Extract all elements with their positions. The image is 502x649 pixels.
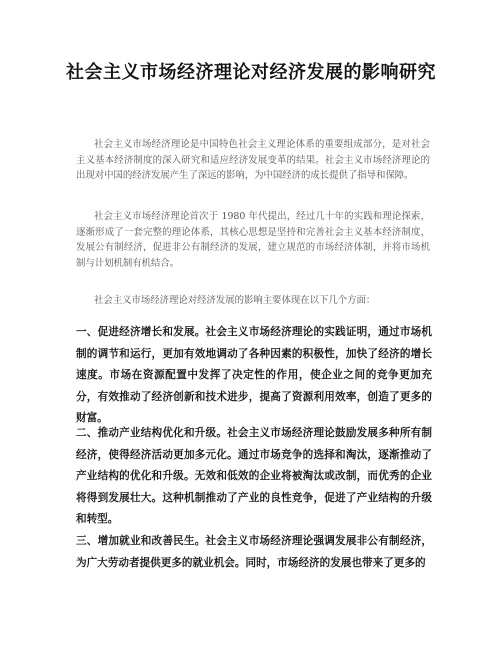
paragraph-origin: 社会主义市场经济理论首次于 1980 年代提出，经过几十年的实践和理论探索，逐渐形成了一套完整的理论体系，其核心思想是坚持和完善社会主义基本经济制度，发展公有制经济，促进非公有制经济的发展，建立规范的市场经济体制，并将市场机制与计划机制有机结合。	[76, 211, 430, 269]
point-employment: 三、增加就业和改善民生。社会主义市场经济理论强调发展非公有制经济，为广大劳动者提供更多的就业机会。同时，市场经济的发展也带来了更多的	[76, 535, 432, 569]
paragraph-intro: 社会主义市场经济理论是中国特色社会主义理论体系的重要组成部分，是对社会主义基本经济制度的深入研究和适应经济发展变革的结果。社会主义市场经济理论的出现对中国的经济发展产生了深远的影响，为中国经济的成长提供了指导和保障。	[76, 139, 430, 182]
point-growth: 一、促进经济增长和发展。社会主义市场经济理论的实践证明，通过市场机制的调节和运行，更加有效地调动了各种因素的积极性，加快了经济的增长速度。市场在资源配置中发挥了决定性的作用，使企业之间的竞争更加充分，有效推动了经济创新和技术进步，提高了资源利用效率，创造了更多的财富。	[76, 326, 432, 425]
point-industry: 二、推动产业结构优化和升级。社会主义市场经济理论鼓励发展多种所有制经济，使得经济活动更加多元化。通过市场竞争的选择和淘汰，逐渐推动了产业结构的优化和升级。无效和低效的企业将被淘汰或改制，而优秀的企业将得到发展壮大。这种机制推动了产业的良性竞争，促进了产业结构的升级和转型。	[76, 427, 432, 526]
paragraph-lead: 社会主义市场经济理论对经济发展的影响主要体现在以下几个方面：	[94, 295, 376, 306]
document-title: 社会主义市场经济理论对经济发展的影响研究	[66, 62, 436, 83]
